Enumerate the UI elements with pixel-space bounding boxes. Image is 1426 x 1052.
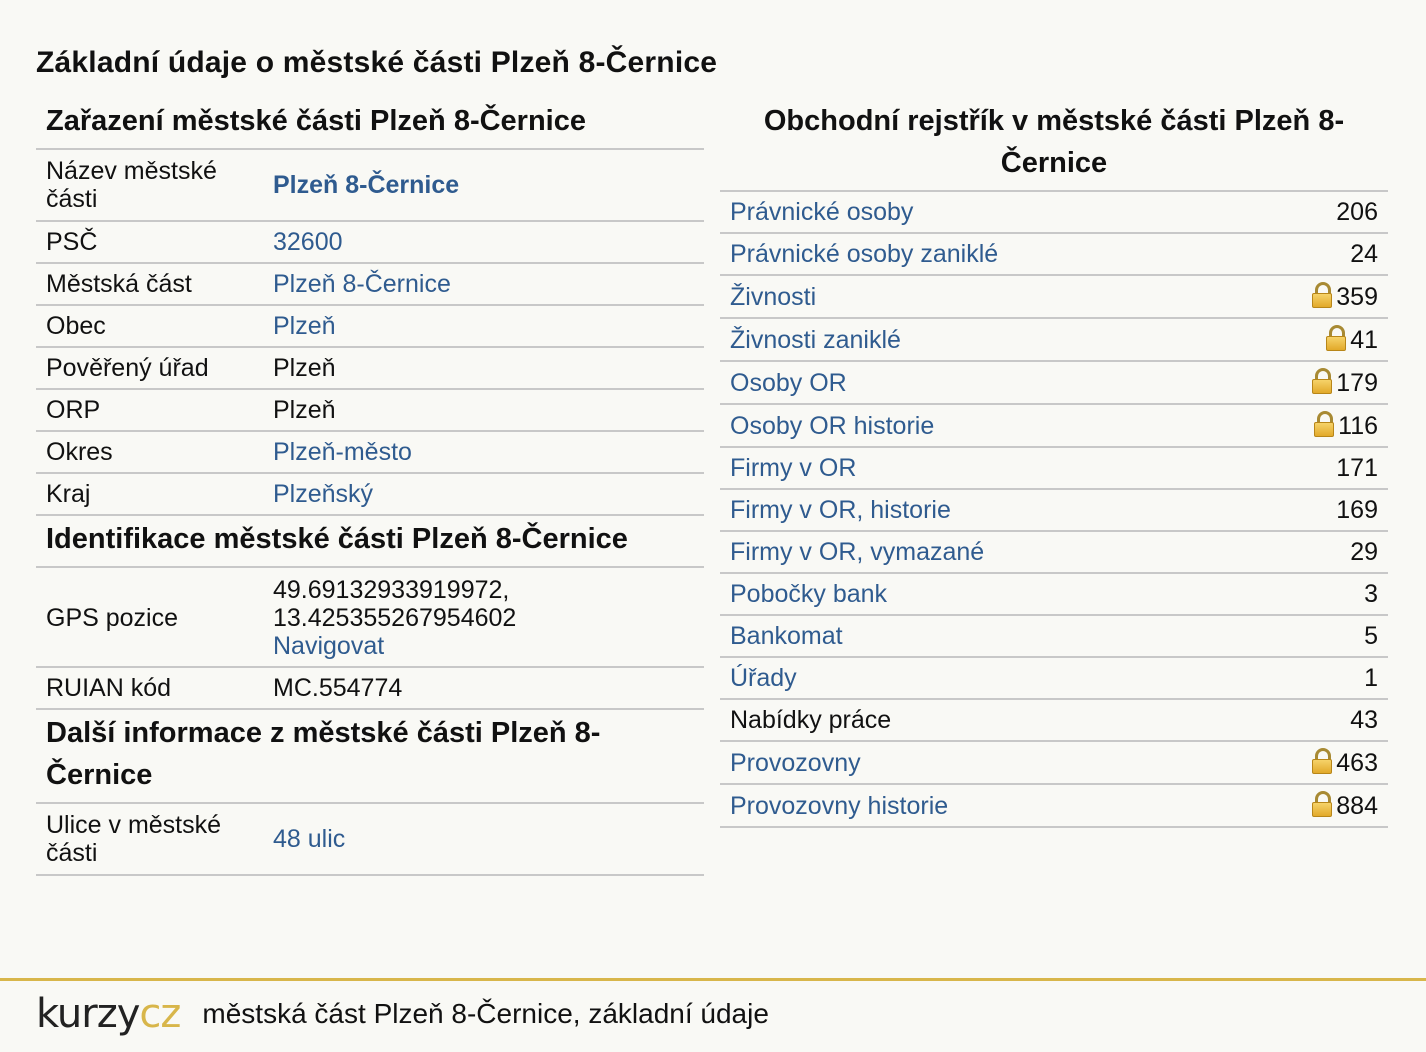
registry-count: 171 bbox=[1336, 454, 1378, 482]
identification-heading: Identifikace městské části Plzeň 8-Černice bbox=[36, 516, 704, 568]
registry-count: 24 bbox=[1350, 240, 1378, 268]
table-row bbox=[36, 150, 704, 221]
registry-row bbox=[720, 615, 1388, 657]
registry-label[interactable]: Živnosti bbox=[730, 282, 817, 311]
footer-divider bbox=[0, 978, 1426, 981]
logo-accent: cz bbox=[139, 991, 181, 1037]
registry-label[interactable]: Osoby OR bbox=[730, 368, 847, 397]
more-info-heading: Další informace z městské části Plzeň 8-Černice bbox=[36, 710, 704, 804]
table-row bbox=[36, 305, 704, 347]
registry-count: 884 bbox=[1336, 792, 1378, 820]
registry-count: 179 bbox=[1336, 369, 1378, 397]
registry-count: 1 bbox=[1364, 664, 1378, 692]
table-row bbox=[36, 473, 704, 515]
registry-row bbox=[720, 275, 1388, 318]
registry-label[interactable]: Provozovny bbox=[730, 748, 861, 777]
registry-label[interactable]: Firmy v OR, historie bbox=[730, 496, 951, 524]
table-row bbox=[36, 804, 704, 875]
more-info-table bbox=[36, 804, 704, 876]
streets-label: Ulice v městské části bbox=[36, 804, 263, 875]
registry-label[interactable]: Bankomat bbox=[730, 622, 843, 650]
registry-row bbox=[720, 404, 1388, 447]
region-link[interactable]: Plzeňský bbox=[273, 480, 374, 508]
row-label: Obec bbox=[36, 305, 263, 347]
registry-label[interactable]: Právnické osoby zaniklé bbox=[730, 240, 999, 268]
table-row bbox=[36, 263, 704, 305]
registry-table bbox=[720, 192, 1388, 828]
registry-label[interactable]: Živnosti zaniklé bbox=[730, 325, 901, 354]
registry-row bbox=[720, 573, 1388, 615]
identification-table bbox=[36, 568, 704, 710]
registry-count: 116 bbox=[1338, 412, 1378, 440]
registry-row bbox=[720, 531, 1388, 573]
psc-link[interactable]: 32600 bbox=[273, 228, 343, 256]
classification-table bbox=[36, 150, 704, 516]
municipality-link[interactable]: Plzeň bbox=[273, 312, 336, 340]
district-name-link[interactable]: Plzeň 8-Černice bbox=[273, 171, 460, 199]
kurzy-logo[interactable] bbox=[36, 991, 180, 1037]
ruian-label: RUIAN kód bbox=[36, 667, 263, 709]
lock-icon bbox=[1312, 282, 1332, 308]
lock-icon bbox=[1312, 748, 1332, 774]
registry-row bbox=[720, 741, 1388, 784]
row-label: PSČ bbox=[36, 221, 263, 263]
lock-icon bbox=[1314, 411, 1334, 437]
lock-icon bbox=[1326, 325, 1346, 351]
registry-count: 169 bbox=[1336, 496, 1378, 524]
registry-row bbox=[720, 318, 1388, 361]
streets-link[interactable]: 48 ulic bbox=[273, 825, 346, 853]
ruian-value: MC.554774 bbox=[263, 667, 704, 709]
table-row bbox=[36, 431, 704, 473]
logo-main: kurzy bbox=[36, 991, 140, 1037]
registry-heading: Obchodní rejstřík v městské části Plzeň 8-Černice bbox=[720, 98, 1388, 192]
registry-label[interactable]: Úřady bbox=[730, 664, 797, 692]
registry-row bbox=[720, 447, 1388, 489]
county-link[interactable]: Plzeň-město bbox=[273, 438, 412, 466]
registry-count: 29 bbox=[1350, 538, 1378, 566]
row-label: Pověřený úřad bbox=[36, 347, 263, 389]
registry-row bbox=[720, 699, 1388, 741]
gps-label: GPS pozice bbox=[36, 568, 263, 667]
registry-row bbox=[720, 489, 1388, 531]
registry-label[interactable]: Právnické osoby bbox=[730, 198, 914, 226]
row-value: Plzeň bbox=[263, 347, 704, 389]
right-column bbox=[720, 98, 1388, 828]
row-label: ORP bbox=[36, 389, 263, 431]
table-row bbox=[36, 667, 704, 709]
registry-count: 463 bbox=[1336, 749, 1378, 777]
registry-label[interactable]: Provozovny historie bbox=[730, 791, 949, 820]
gps-longitude: 13.425355267954602 bbox=[273, 604, 517, 632]
row-value: Plzeň bbox=[263, 389, 704, 431]
registry-label[interactable]: Firmy v OR bbox=[730, 454, 857, 482]
registry-count: 5 bbox=[1364, 622, 1378, 650]
navigate-link[interactable]: Navigovat bbox=[273, 632, 385, 660]
lock-icon bbox=[1312, 791, 1332, 817]
left-column bbox=[36, 98, 704, 876]
table-row bbox=[36, 389, 704, 431]
row-label: Městská část bbox=[36, 263, 263, 305]
registry-row bbox=[720, 784, 1388, 827]
registry-label: Nabídky práce bbox=[730, 706, 892, 734]
registry-count: 43 bbox=[1350, 706, 1378, 734]
registry-row bbox=[720, 233, 1388, 275]
table-row bbox=[36, 347, 704, 389]
registry-count: 359 bbox=[1336, 283, 1378, 311]
registry-row bbox=[720, 657, 1388, 699]
table-row bbox=[36, 221, 704, 263]
registry-label[interactable]: Pobočky bank bbox=[730, 580, 888, 608]
registry-label[interactable]: Osoby OR historie bbox=[730, 411, 935, 440]
registry-count: 3 bbox=[1364, 580, 1378, 608]
district-link[interactable]: Plzeň 8-Černice bbox=[273, 270, 451, 298]
row-label: Okres bbox=[36, 431, 263, 473]
classification-heading: Zařazení městské části Plzeň 8-Černice bbox=[36, 98, 704, 150]
row-label: Kraj bbox=[36, 473, 263, 515]
registry-count: 41 bbox=[1350, 326, 1378, 354]
page-title: Základní údaje o městské části Plzeň 8-Černice bbox=[36, 46, 718, 79]
gps-latitude: 49.69132933919972, bbox=[273, 576, 510, 604]
table-row bbox=[36, 568, 704, 667]
row-label: Název městské části bbox=[36, 150, 263, 221]
footer bbox=[36, 988, 769, 1040]
registry-count: 206 bbox=[1336, 198, 1378, 226]
lock-icon bbox=[1312, 368, 1332, 394]
footer-caption: městská část Plzeň 8-Černice, základní údaje bbox=[202, 998, 769, 1029]
registry-row bbox=[720, 361, 1388, 404]
registry-label[interactable]: Firmy v OR, vymazané bbox=[730, 538, 985, 566]
registry-row bbox=[720, 192, 1388, 233]
